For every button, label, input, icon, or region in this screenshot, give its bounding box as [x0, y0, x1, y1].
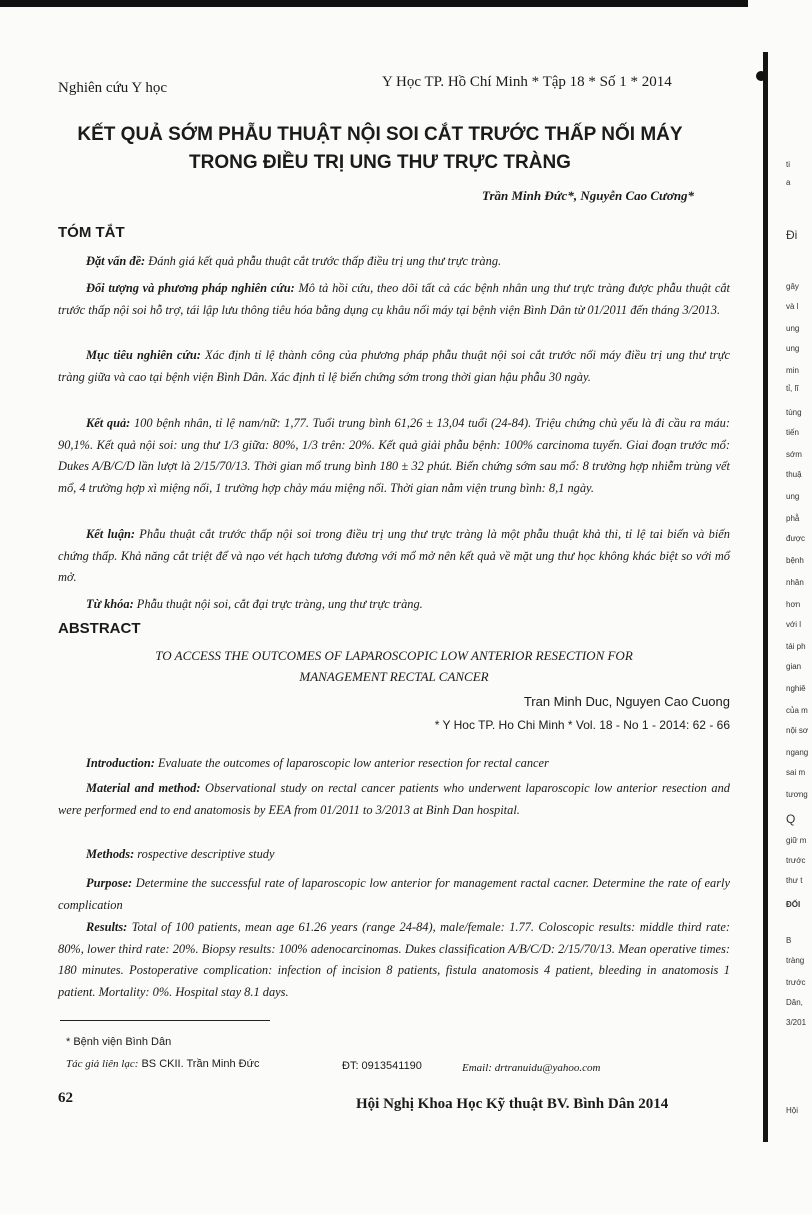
summary-paragraph	[58, 413, 730, 499]
article-title-line1: KẾT QUẢ SỚM PHẪU THUẬT NỘI SOI CẮT TRƯỚC THẤP NỐI MÁY	[77, 124, 683, 145]
abstract-citation: * Y Hoc TP. Ho Chi Minh * Vol. 18 - No 1 - 2014: 62 - 66	[434, 718, 730, 732]
header-bullet	[756, 71, 766, 81]
adjacent-fragment: a	[786, 178, 791, 187]
adjacent-fragment: min	[786, 366, 799, 375]
abstract-paragraph	[58, 873, 730, 916]
abstract-paragraph	[58, 917, 730, 1003]
journal-section-label: Nghiên cứu Y học	[58, 80, 168, 96]
abstract-authors: Tran Minh Duc, Nguyen Cao Cuong	[523, 694, 730, 709]
footnote-contact	[66, 1058, 259, 1070]
adjacent-fragment: ngang	[786, 748, 809, 757]
paragraph-label: Methods:	[86, 847, 135, 861]
adjacent-fragment: tương	[786, 790, 808, 799]
summary-paragraph	[58, 524, 730, 589]
paragraph-text: Evaluate the outcomes of laparoscopic low anterior resection for rectal cancer	[154, 756, 549, 770]
paragraph-label: Results:	[86, 920, 128, 934]
paragraph-label: Purpose:	[86, 876, 133, 890]
adjacent-fragment: hơn	[786, 600, 801, 609]
adjacent-fragment: nhân	[786, 578, 804, 587]
adjacent-fragment: giữ m	[786, 836, 807, 845]
paragraph-text: 100 bệnh nhân, tỉ lệ nam/nữ: 1,77. Tuổi trung bình 61,26 ± 13,04 tuổi (24-84). Triệu chứng chủ yếu là đi cầu ra máu: 90,1%. Kết quả nội soi: ung thư 1/3 giữa: 80%, 1/3 trên: 20%. Kết quả giải phẫu bệnh: 100% carcinoma tuyến. Giai đoạn trước mổ: Dukes A/B/C/D lần lượt là 2/15/70/13. Thời gian mổ trung bình 180 ± 32 phút. Biến chứng sớm sau mổ: 8 trường hợp nhiễm trùng vết mổ, 4 trường hợp xì miệng nối, 1 trường hợp chảy máu miệng nối. Thời gian nằm viện trung bình: 8,1 ngày.	[58, 416, 730, 495]
adjacent-page-strip	[782, 0, 812, 1214]
summary-paragraph	[58, 345, 730, 388]
adjacent-fragment: trước	[786, 856, 806, 865]
abstract-title-line2: MANAGEMENT RECTAL CANCER	[299, 669, 489, 684]
paragraph-text: Xác định tỉ lệ thành công của phương pháp phẫu thuật nội soi cắt trước nối máy điều trị ung thư trực tràng giữa và cao tại bệnh viện Bình Dân. Xác định tỉ lệ biến chứng sớm trong thời gian hậu phẫu 30 ngày.	[58, 348, 730, 384]
paragraph-text: Total of 100 patients, mean age 61.26 years (range 24-84), male/female: 1.77. Coloscopic results: middle third rate: 80%, lower third rate: 20%. Biopsy results: 100% adenocarcinomas. Dukes classification A/B/C/D: 2/15/70/13. Mean operative times: 180 minutes. Postoperative complication: infection of incision 8 patients, fistula anatomosis 4 patient, bleeding in anatomosis 1 patient. Mortality: 0%. Hospital stay 8.1 days.	[58, 920, 730, 999]
adjacent-fragment: sai m	[786, 768, 806, 777]
adjacent-fragment: Đi	[786, 228, 798, 242]
adjacent-fragment: gây	[786, 282, 799, 291]
summary-paragraph	[58, 251, 730, 273]
paragraph-text: Determine the successful rate of laparoscopic low anterior for management ractal cacner. Determine the rate of early complication	[58, 876, 730, 912]
adjacent-fragment: được	[786, 534, 806, 543]
adjacent-fragment: nghiê	[786, 684, 806, 693]
summary-paragraph	[58, 594, 730, 616]
summary-heading: TÓM TẮT	[58, 224, 125, 241]
page-gutter-line	[763, 52, 768, 1142]
adjacent-fragment: ti	[786, 160, 790, 169]
adjacent-fragment: nội sơ	[786, 726, 809, 735]
adjacent-fragment: Hội	[786, 1106, 799, 1115]
paragraph-label: Kết luận:	[86, 527, 136, 541]
article-authors: Trần Minh Đức*, Nguyễn Cao Cương*	[482, 188, 695, 203]
adjacent-fragment: gian	[786, 662, 802, 671]
footnote-email: Email: drtranuidu@yahoo.com	[462, 1062, 601, 1074]
abstract-heading: ABSTRACT	[58, 620, 141, 637]
adjacent-fragment: tái ph	[786, 642, 806, 651]
paragraph-text: Phẫu thuật cắt trước thấp nội soi trong điều trị ung thư trực tràng là một phẫu thuật khả thi, tỉ lệ tai biến và biến chứng thấp. Khả năng cắt triệt để và nạo vét hạch tương đương với mổ mở nên kết quả về mặt ung thư học không khác biệt so với mổ mở.	[58, 527, 730, 584]
journal-citation-header: Y Học TP. Hồ Chí Minh * Tập 18 * Số 1 * 2014	[382, 74, 672, 90]
adjacent-fragment: ung	[786, 492, 800, 501]
adjacent-fragment: của m	[786, 706, 808, 715]
adjacent-fragment: sớm	[786, 450, 802, 459]
paragraph-text: Đánh giá kết quả phẫu thuật cắt trước thấp điều trị ung thư trực tràng.	[145, 254, 502, 268]
footnote-phone: ĐT: 0913541190	[342, 1060, 422, 1072]
paragraph-label: Material and method:	[86, 781, 201, 795]
paragraph-label: Mục tiêu nghiên cứu:	[86, 348, 201, 362]
footnote-separator	[60, 1020, 270, 1021]
paragraph-text: Mô tả hồi cứu, theo dõi tất cả các bệnh nhân ung thư trực tràng được phẫu thuật cắt trước thấp nội soi hỗ trợ, tái lập lưu thông tiêu hóa bằng dụng cụ khâu nối máy tại bệnh viện Bình Dân từ 01/2011 đến tháng 3/2013.	[58, 281, 730, 317]
adjacent-fragment: thuậ	[786, 470, 802, 479]
adjacent-fragment: Q	[786, 812, 796, 826]
adjacent-fragment: Dân,	[786, 998, 803, 1007]
adjacent-fragment: với l	[786, 620, 802, 629]
paragraph-text: rospective descriptive study	[134, 847, 275, 861]
adjacent-fragment: tràng	[786, 956, 805, 965]
paragraph-label: Từ khóa:	[86, 597, 134, 611]
paragraph-label: Kết quả:	[86, 416, 131, 430]
contact-label: Tác giả liên lạc:	[66, 1058, 139, 1070]
adjacent-fragment: phẫ	[786, 514, 800, 523]
paragraph-label: Đối tượng và phương pháp nghiên cứu:	[86, 281, 295, 295]
abstract-paragraph	[58, 753, 730, 775]
adjacent-fragment: ĐỐI	[786, 900, 801, 909]
contact-name: BS CKII. Trần Minh Đức	[138, 1058, 260, 1070]
adjacent-fragment: và l	[786, 302, 799, 311]
summary-paragraph	[58, 278, 730, 321]
conference-footer: Hội Nghị Khoa Học Kỹ thuật BV. Bình Dân 2014	[356, 1096, 669, 1112]
adjacent-fragment: trước	[786, 978, 806, 987]
page-number: 62	[58, 1090, 73, 1106]
adjacent-fragment: ung	[786, 324, 800, 333]
adjacent-fragment: tỉ, lĩ	[786, 384, 799, 393]
article-title-line2: TRONG ĐIỀU TRỊ UNG THƯ TRỰC TRÀNG	[189, 152, 571, 173]
paragraph-label: Đặt vấn đề:	[86, 254, 146, 268]
adjacent-fragment: thư t	[786, 876, 803, 885]
adjacent-fragment: tùng	[786, 408, 802, 417]
paragraph-text: Observational study on rectal cancer patients who underwent laparoscopic low anterior resection and were performed end to end anatomosis by EEA from 01/2011 to 3/2013 at Binh Dan hospital.	[58, 781, 730, 817]
adjacent-fragment: 3/201	[786, 1018, 807, 1027]
paragraph-text: Phẫu thuật nội soi, cắt đại trực tràng, ung thư trực tràng.	[133, 597, 423, 611]
adjacent-fragment: ung	[786, 344, 800, 353]
adjacent-fragment: bệnh	[786, 556, 804, 565]
top-scan-bar	[0, 0, 748, 7]
paragraph-label: Introduction:	[86, 756, 155, 770]
adjacent-fragment: tiến	[786, 428, 799, 437]
abstract-paragraph	[58, 844, 730, 866]
abstract-paragraph	[58, 778, 730, 821]
abstract-title-line1: TO ACCESS THE OUTCOMES OF LAPAROSCOPIC LOW ANTERIOR RESECTION FOR	[155, 648, 633, 663]
adjacent-fragment: B	[786, 936, 792, 945]
footnote-affiliation: * Bệnh viện Bình Dân	[66, 1036, 172, 1048]
